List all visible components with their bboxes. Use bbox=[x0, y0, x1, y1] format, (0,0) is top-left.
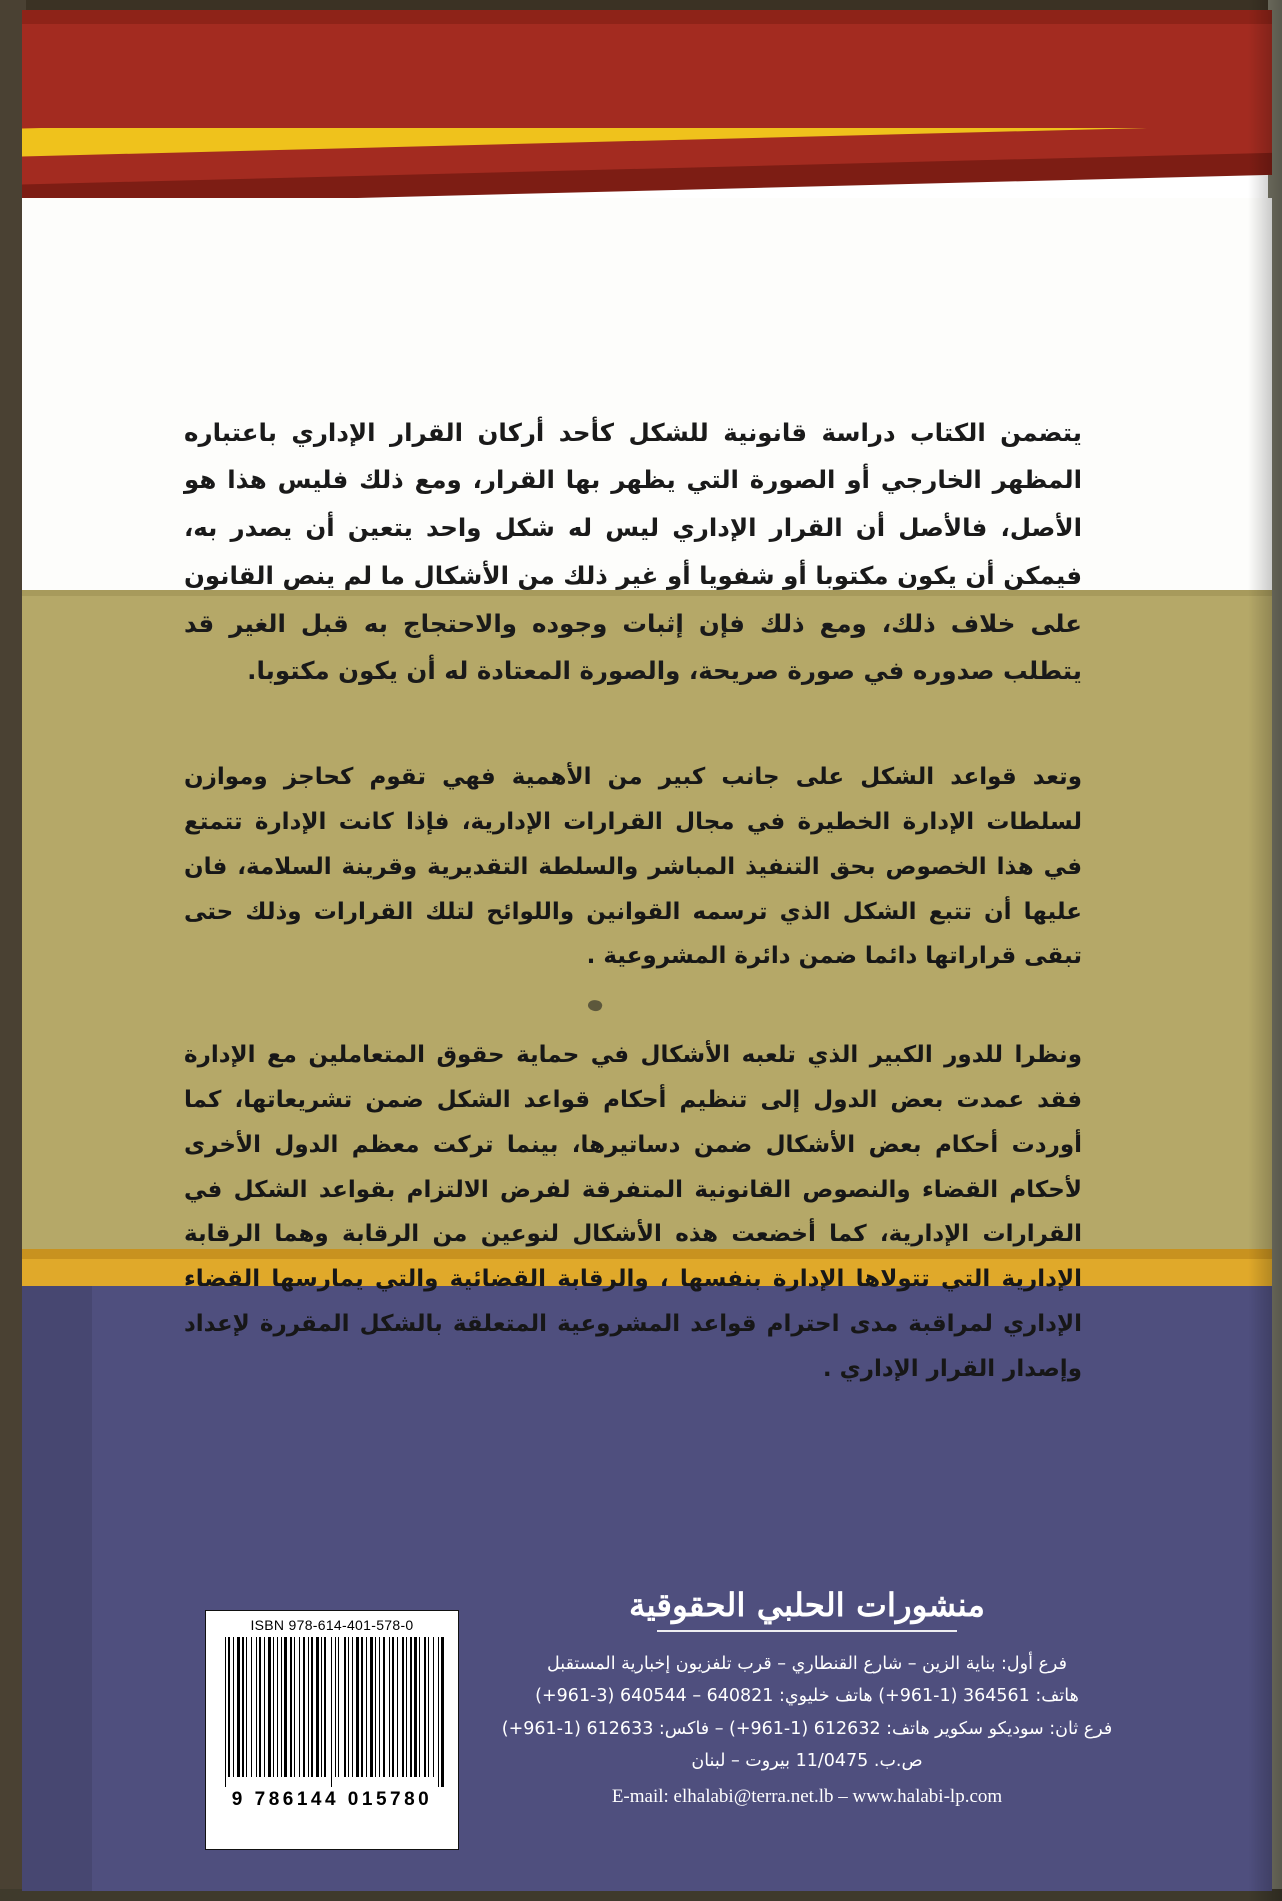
barcode-bar bbox=[319, 1637, 320, 1777]
isbn-label: ISBN 978-614-401-578-0 bbox=[250, 1617, 414, 1633]
navy-section-left-shade bbox=[22, 1286, 92, 1891]
barcode-bar bbox=[441, 1637, 444, 1787]
barcode-bar bbox=[426, 1637, 427, 1777]
barcode-bar bbox=[234, 1637, 235, 1777]
barcode-bar bbox=[380, 1637, 381, 1777]
barcode-bar bbox=[324, 1637, 326, 1777]
barcode-bar bbox=[361, 1637, 363, 1777]
publisher-logo: منشورات الحلبي الحقوقية bbox=[629, 1586, 985, 1624]
barcode-bar bbox=[367, 1637, 368, 1777]
barcode-bar bbox=[264, 1637, 265, 1777]
barcode-bar bbox=[338, 1637, 339, 1777]
barcode-bar bbox=[282, 1637, 283, 1777]
barcode-bar bbox=[402, 1637, 404, 1777]
barcode-bar bbox=[295, 1637, 298, 1777]
barcode-bar bbox=[247, 1637, 249, 1777]
barcode-bar bbox=[294, 1637, 295, 1777]
barcode-bar bbox=[332, 1637, 334, 1787]
barcode-bar bbox=[322, 1637, 323, 1777]
barcode-bar bbox=[375, 1637, 376, 1777]
publisher-po-box: ص.ب. 11/0475 بيروت – لبنان bbox=[691, 1751, 923, 1772]
barcode-bar bbox=[419, 1637, 420, 1777]
barcode-bar bbox=[394, 1637, 395, 1777]
publisher-address-line-1: فرع أول: بناية الزين – شارع القنطاري – قرب تلفزيون إخبارية المستقبل bbox=[547, 1654, 1067, 1674]
barcode-bar bbox=[300, 1637, 301, 1777]
barcode-bar bbox=[376, 1637, 378, 1777]
barcode-bar bbox=[321, 1637, 322, 1777]
barcode-bar bbox=[233, 1637, 234, 1777]
back-cover-paragraph-2: وتعد قواعد الشكل على جانب كبير من الأهمية فهي تقوم كحاجز وموازن لسلطات الإدارة الخطيرة في مجال القرارات الإدارية، فإذا كانت الإدارة تتمتع في هذا الخصوص بحق التنفيذ المباشر والسلطة التقديرية وقرينة السلامة، فان عليها أن تتبع الشكل الذي ترسمه القوانين واللوائح لتلك القرارات وذلك حتى تبقى قراراتها دائما ضمن دائرة المشروعية . bbox=[184, 764, 1082, 970]
barcode-bar bbox=[278, 1637, 280, 1777]
barcode-bar bbox=[259, 1637, 261, 1777]
barcode-bar bbox=[277, 1637, 278, 1777]
barcode-bar bbox=[281, 1637, 282, 1777]
barcode-bar bbox=[348, 1637, 349, 1777]
barcode-bar bbox=[290, 1637, 292, 1777]
barcode-bar bbox=[404, 1637, 405, 1777]
barcode-bar bbox=[252, 1637, 255, 1777]
barcode-bar bbox=[410, 1637, 412, 1777]
barcode-bar bbox=[336, 1637, 337, 1777]
barcode-bar bbox=[398, 1637, 401, 1777]
barcode-bar bbox=[344, 1637, 346, 1777]
barcode-bar bbox=[390, 1637, 391, 1777]
barcode-bar bbox=[308, 1637, 309, 1777]
barcode-bar bbox=[385, 1637, 388, 1777]
barcode-bar bbox=[439, 1637, 440, 1787]
barcode-bar bbox=[373, 1637, 374, 1777]
barcode-bar bbox=[433, 1637, 434, 1777]
barcode-bar bbox=[257, 1637, 258, 1777]
publisher-block bbox=[402, 1586, 1212, 1814]
barcode-bar bbox=[271, 1637, 272, 1777]
barcode-bar bbox=[335, 1637, 336, 1777]
publisher-phone-line: هاتف: 364561 (1-961+) هاتف خليوي: 640821 – 640544 (3-961+) bbox=[535, 1686, 1079, 1707]
diagonal-stripes bbox=[22, 128, 1272, 206]
barcode-bar bbox=[420, 1637, 422, 1777]
barcode-digits: 9 786144 015780 bbox=[231, 1789, 433, 1810]
publisher-logo-underline bbox=[657, 1630, 957, 1632]
publisher-email-line: E-mail: elhalabi@terra.net.lb – www.halabi-lp.com bbox=[611, 1785, 1003, 1807]
barcode-bar bbox=[244, 1637, 245, 1777]
barcode-bar bbox=[287, 1637, 288, 1777]
barcode-bar bbox=[299, 1637, 300, 1777]
barcode-bar bbox=[225, 1637, 226, 1787]
barcode-bar bbox=[261, 1637, 262, 1777]
barcode-bar bbox=[246, 1637, 247, 1777]
barcode-bar bbox=[251, 1637, 252, 1777]
barcode-bar bbox=[274, 1637, 276, 1777]
top-red-band bbox=[22, 10, 1272, 138]
barcode-bar bbox=[326, 1637, 329, 1787]
barcode-bar bbox=[359, 1637, 360, 1777]
barcode-bar bbox=[363, 1637, 365, 1777]
barcode-bars bbox=[220, 1637, 444, 1787]
barcode-bar bbox=[366, 1637, 367, 1777]
barcode-bar bbox=[228, 1637, 230, 1777]
barcode-bar bbox=[256, 1637, 257, 1777]
top-red-band-shade bbox=[22, 10, 1272, 24]
barcode-bar bbox=[331, 1637, 332, 1787]
barcode-bar bbox=[414, 1637, 417, 1777]
publisher-address-line-2: فرع ثان: سوديكو سكوير هاتف: 612632 (1-961+) – فاكس: 612633 (1-961+) bbox=[501, 1718, 1113, 1739]
barcode-box bbox=[205, 1610, 459, 1850]
barcode-bar bbox=[268, 1637, 271, 1777]
barcode-bar bbox=[311, 1637, 313, 1777]
barcode-bar bbox=[356, 1637, 359, 1777]
barcode-bar bbox=[237, 1637, 240, 1777]
barcode-bar bbox=[349, 1637, 351, 1777]
barcode-bar bbox=[434, 1637, 436, 1777]
barcode-bar bbox=[407, 1637, 408, 1777]
barcode-bar bbox=[406, 1637, 407, 1777]
back-cover-paragraph-3: ونظرا للدور الكبير الذي تلعبه الأشكال في حماية حقوق المتعاملين مع الإدارة فقد عمدت بعض الدول إلى تنظيم أحكام قواعد الشكل ضمن تشريعاتها، كما أوردت أحكام بعض الأشكال ضمن دساتيرها، بينما تركت معظم الدول الأخرى لأحكام القضاء والنصوص القانونية المتفرقة لفرض الالتزام بقواعد الشكل في القرارات الإدارية، كما أخضعت هذه الأشكال لنوعين من الرقابة وهما الرقابة الإدارية التي تتولاها الإدارة بنفسها ، والرقابة القضائية والتي يمارسها القضاء الإداري لمراقبة مدى احترام قواعد المشروعية المتعلقة بالشكل المقررة لإعداد وإصدار القرار الإداري . bbox=[184, 1042, 1082, 1382]
barcode-bar bbox=[309, 1637, 310, 1777]
barcode-bar bbox=[316, 1637, 319, 1777]
barcode-bar bbox=[265, 1637, 267, 1777]
barcode-bar bbox=[397, 1637, 398, 1777]
barcode-bar bbox=[352, 1637, 353, 1777]
barcode-bar bbox=[424, 1637, 426, 1777]
barcode-bar bbox=[353, 1637, 354, 1777]
barcode-bar bbox=[346, 1637, 347, 1777]
barcode-bar bbox=[383, 1637, 385, 1777]
barcode-bar bbox=[370, 1637, 373, 1777]
barcode-bar bbox=[273, 1637, 274, 1777]
barcode-bar bbox=[292, 1637, 293, 1777]
barcode-bar bbox=[284, 1637, 287, 1777]
barcode-bar bbox=[242, 1637, 244, 1777]
barcode-bar bbox=[429, 1637, 432, 1777]
barcode-bar bbox=[417, 1637, 418, 1777]
barcode-bar bbox=[305, 1637, 307, 1777]
barcode-bar bbox=[339, 1637, 342, 1777]
barcode-bar bbox=[379, 1637, 380, 1777]
barcode-bar bbox=[240, 1637, 241, 1777]
barcode-bar bbox=[230, 1637, 232, 1777]
barcode-bar bbox=[389, 1637, 390, 1777]
barcode-bar bbox=[303, 1637, 305, 1777]
barcode-bar bbox=[313, 1637, 314, 1777]
barcode-bar bbox=[226, 1637, 227, 1787]
barcode-bar bbox=[412, 1637, 413, 1777]
barcode-bar bbox=[438, 1637, 439, 1787]
barcode-bar bbox=[392, 1637, 394, 1777]
barcode-bar bbox=[428, 1637, 429, 1777]
back-cover-paragraph-1: يتضمن الكتاب دراسة قانونية للشكل كأحد أركان القرار الإداري باعتباره المظهر الخارجي أو الصورة التي يظهر بها القرار، ومع ذلك فليس هذا هو الأصل، فالأصل أن القرار الإداري ليس له شكل واحد يتعين أن يصدر به، فيمكن أن يكون مكتوبا أو شفويا أو غير ذلك من الأشكال ما لم ينص القانون على خلاف ذلك، ومع ذلك فإن إثبات وجوده والاحتجاج به قبل الغير قد يتطلب صدوره في صورة صريحة، والصورة المعتادة له أن يكون مكتوبا. bbox=[184, 417, 1082, 686]
barcode-bar bbox=[220, 1637, 223, 1787]
